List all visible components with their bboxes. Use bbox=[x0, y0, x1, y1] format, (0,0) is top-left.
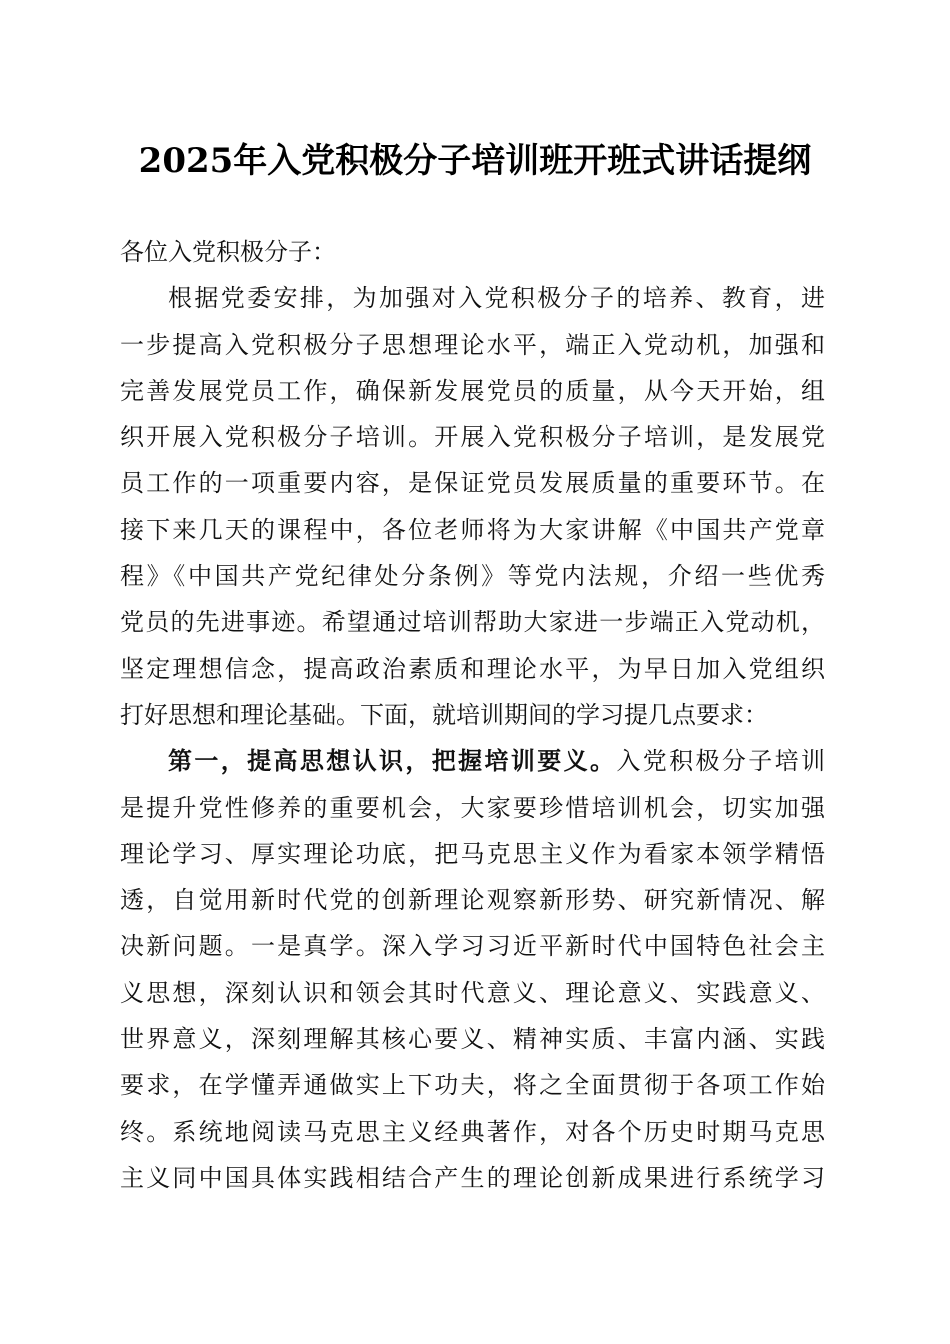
paragraph-line: 终。系统地阅读马克思主义经典著作，对各个历史时期马克思 bbox=[120, 1117, 825, 1146]
section-first-line bbox=[120, 738, 825, 784]
paragraph-line: 是提升党性修养的重要机会，大家要珍惜培训机会，切实加强 bbox=[120, 793, 825, 822]
paragraph-line: 织开展入党积极分子培训。开展入党积极分子培训，是发展党 bbox=[120, 423, 825, 452]
section-first-line-rest: 入党积极分子培训 bbox=[616, 747, 825, 776]
paragraph-line: 理论学习、厚实理论功底，把马克思主义作为看家本领学精悟 bbox=[120, 839, 825, 868]
document-title: 2025年入党积极分子培训班开班式讲话提纲 bbox=[138, 141, 812, 181]
paragraph-line: 根据党委安排，为加强对入党积极分子的培养、教育，进 bbox=[168, 284, 825, 313]
paragraph-line: 义思想，深刻认识和领会其时代意义、理论意义、实践意义、 bbox=[120, 978, 825, 1007]
paragraph-line: 员工作的一项重要内容，是保证党员发展质量的重要环节。在 bbox=[120, 469, 825, 498]
paragraph-line: 主义同中国具体实践相结合产生的理论创新成果进行系统学习 bbox=[120, 1163, 825, 1192]
paragraph-line: 透，自觉用新时代党的创新理论观察新形势、研究新情况、解 bbox=[120, 886, 825, 915]
salutation: 各位入党积极分子： bbox=[120, 238, 336, 266]
paragraph-line: 要求，在学懂弄通做实上下功夫，将之全面贯彻于各项工作始 bbox=[120, 1071, 825, 1100]
paragraph-line: 完善发展党员工作，确保新发展党员的质量，从今天开始，组 bbox=[120, 376, 825, 405]
paragraph-line: 世界意义，深刻理解其核心要义、精神实质、丰富内涵、实践 bbox=[120, 1025, 825, 1054]
paragraph-line: 决新问题。一是真学。深入学习习近平新时代中国特色社会主 bbox=[120, 932, 825, 961]
paragraph-line: 程》《中国共产党纪律处分条例》等党内法规，介绍一些优秀 bbox=[120, 562, 825, 591]
paragraph-line: 坚定理想信念，提高政治素质和理论水平，为早日加入党组织 bbox=[120, 654, 825, 683]
paragraph-line: 党员的先进事迹。希望通过培训帮助大家进一步端正入党动机， bbox=[120, 608, 825, 637]
section-heading: 第一，提高思想认识，把握培训要义。 bbox=[168, 746, 617, 776]
document-body bbox=[120, 229, 825, 1201]
paragraph-line: 一步提高入党积极分子思想理论水平，端正入党动机，加强和 bbox=[120, 330, 825, 359]
paragraph-line: 打好思想和理论基础。下面，就培训期间的学习提几点要求： bbox=[120, 700, 768, 729]
paragraph-line: 接下来几天的课程中，各位老师将为大家讲解《中国共产党章 bbox=[120, 515, 825, 544]
